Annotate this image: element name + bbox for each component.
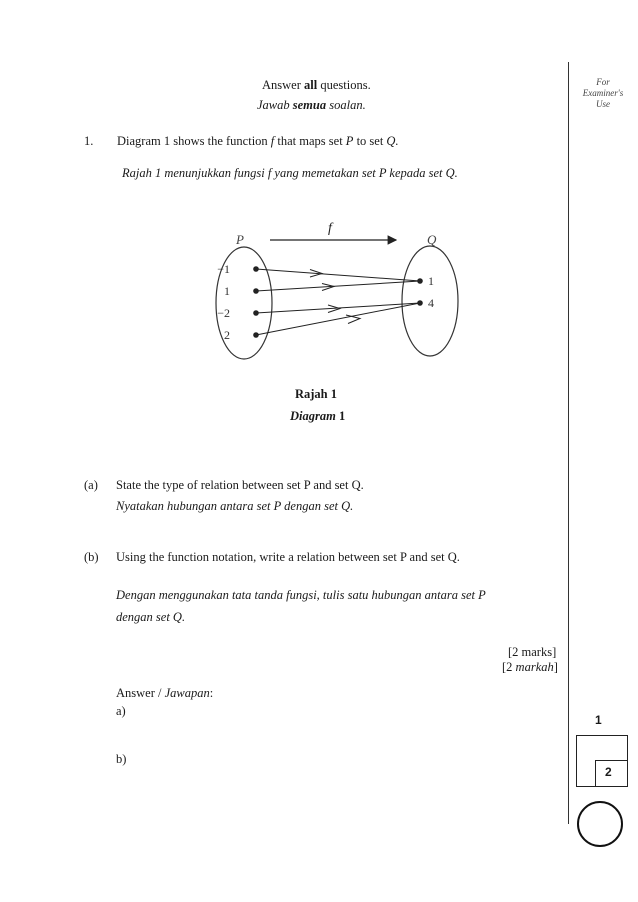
domain-element: 1 [224,284,230,298]
codomain-element: 4 [428,296,434,310]
question-stem-en: Diagram 1 shows the function f that maps set P to set Q. [117,134,399,148]
part-a-label: (a) [84,478,98,492]
part-b-text-ms-2: dengan set Q. [116,610,186,624]
caption-ms: Rajah 1 [294,387,338,401]
mark-box-number-1: 1 [595,713,602,727]
set-p-label: P [236,232,244,247]
question-stem-ms: Rajah 1 menunjukkan fungsi f yang memetakan set P kepada set Q. [122,166,458,180]
set-q-label: Q [427,232,437,247]
answer-b-label: b) [116,752,127,766]
caption-en: Diagram 1 [290,409,346,423]
instruction-en: Answer all questions. [262,78,371,92]
mapping-arrows [256,269,420,335]
part-b-text-ms-1: Dengan menggunakan tata tanda fungsi, tulis satu hubungan antara set P [116,588,486,602]
instruction-ms: Jawab semua soalan. [257,98,366,112]
marks-en: [2 marks] [508,645,557,659]
examiner-label: For Examiner's Use [582,77,624,109]
mapping-arrowhead [346,315,360,324]
question-number: 1. [84,134,94,148]
answer-a-label: a) [116,704,126,718]
part-a-text-en: State the type of relation between set P and set Q. [116,478,364,492]
domain-element: 2 [224,328,230,342]
answer-label: Answer / Jawapan: [116,686,214,700]
mark-box-number-2: 2 [605,765,612,779]
part-b-label: (b) [84,550,99,564]
arrow-diagram [200,218,470,368]
part-b-text-en: Using the function notation, write a relation between set P and set Q. [116,550,460,564]
marks-ms: [2 markah] [502,660,558,674]
marks-circle [577,801,623,847]
domain-element: −1 [217,262,230,276]
examiner-margin-line [568,62,569,824]
part-a-text-ms: Nyatakan hubungan antara set P dengan set Q. [116,499,354,513]
codomain-element: 1 [428,274,434,288]
function-label: f [328,221,332,236]
domain-element: −2 [217,306,230,320]
